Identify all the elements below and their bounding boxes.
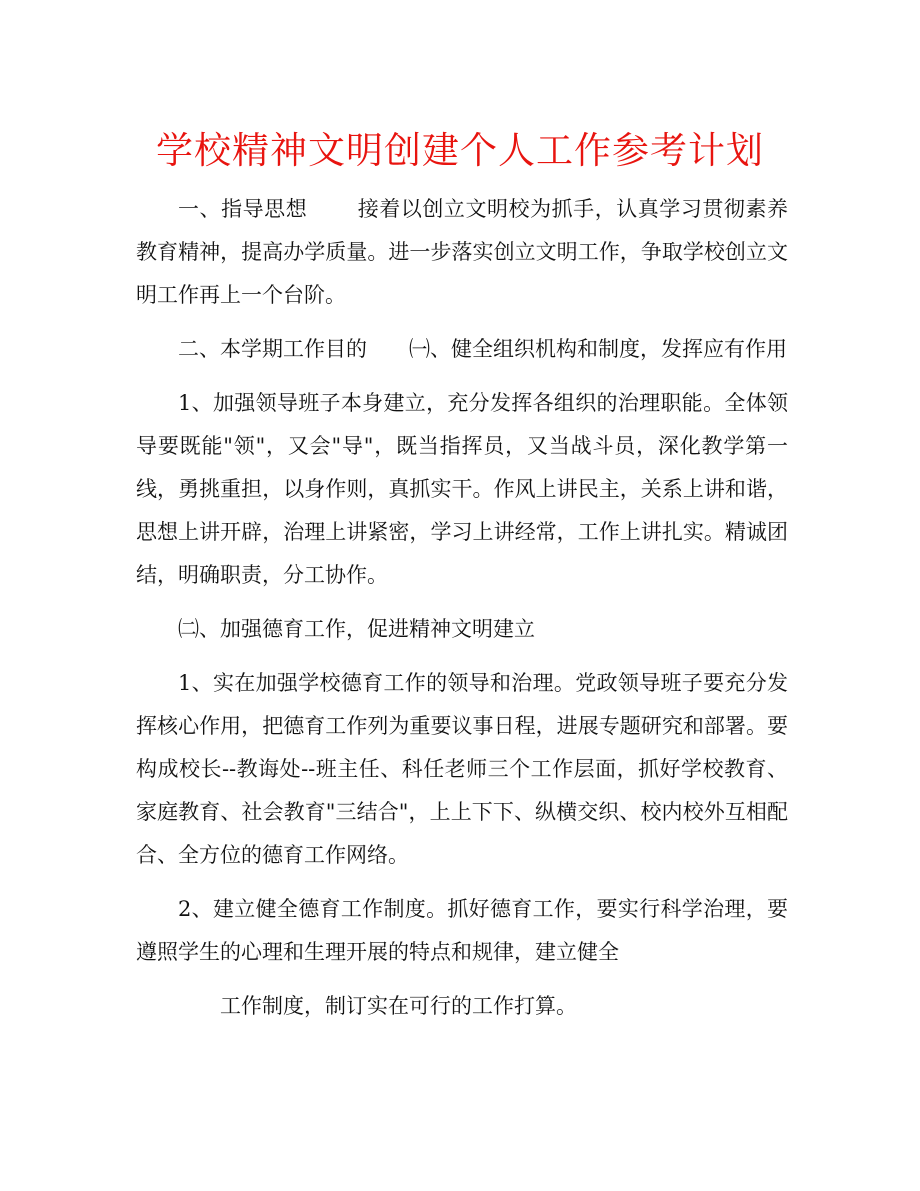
section-heading-guiding-thought: 一、指导思想 bbox=[178, 197, 308, 221]
paragraph-moral-education-leadership: 1、实在加强学校德育工作的领导和治理。党政领导班子要充分发挥核心作用，把德育工作列为重要议事日程，进展专题研究和部署。要构成校长--教诲处--班主任、科任老师三个工作层面，抓好学校教育、家庭教育、社会教育"三结合"，上上下下、纵横交织、校内校外互相配合、全方位的德育工作网络。 bbox=[136, 671, 788, 867]
document-title: 学校精神文明创建个人工作参考计划 bbox=[156, 129, 764, 172]
section-heading-semester-goals: 二、本学期工作目的 bbox=[178, 337, 367, 361]
paragraph-leadership: 1、加强领导班子本身建立，充分发挥各组织的治理职能。全体领导要既能"领"，又会"导"，既当指挥员，又当战斗员，深化教学第一线，勇挑重担，以身作则，真抓实干。作风上讲民主，关系上讲和谐，思想上讲开辟，治理上讲紧密，学习上讲经常，工作上讲扎实。精诚团结，明确职责，分工协作。 bbox=[136, 391, 788, 587]
paragraph-moral-education-heading: ㈡、加强德育工作，促进精神文明建立 bbox=[178, 617, 535, 641]
paragraph-guiding-thought bbox=[136, 188, 788, 317]
paragraph-moral-education-system: 2、建立健全德育工作制度。抓好德育工作，要实行科学治理，要遵照学生的心理和生理开展的特点和规律，建立健全 bbox=[136, 897, 788, 964]
paragraph-text: 接着以创立文明校为抓手，认真学习贯彻素养教育精神，提高办学质量。进一步落实创立文明工作，争取学校创立文明工作再上一个台阶。 bbox=[136, 197, 789, 307]
paragraph-semester-goals bbox=[136, 328, 788, 371]
paragraph-work-plan: 工作制度，制订实在可行的工作打算。 bbox=[220, 994, 577, 1018]
document-body bbox=[136, 188, 788, 1028]
paragraph-text: ㈠、健全组织机构和制度，发挥应有作用 bbox=[409, 337, 787, 361]
